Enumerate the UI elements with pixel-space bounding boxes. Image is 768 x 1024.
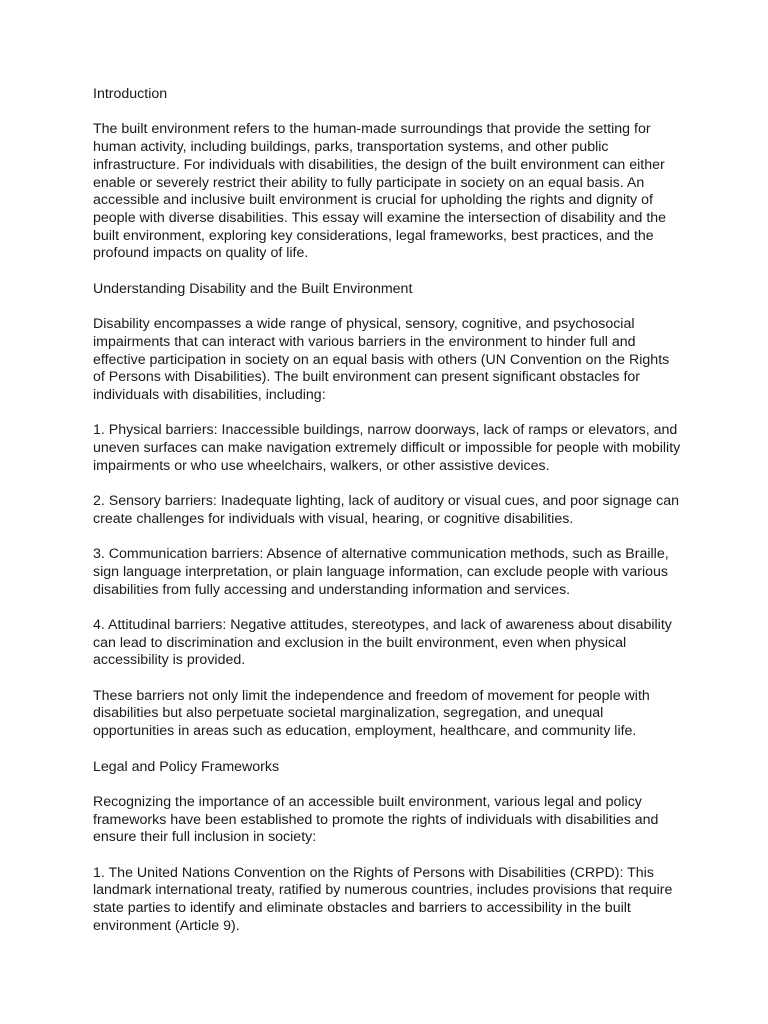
list-item-communication-barriers: 3. Communication barriers: Absence of alternative communication methods, such as Braille, sign language interpretation, or plain language information, can exclude people with various disabilities from fully accessing and understanding information and services. (93, 546, 669, 598)
paragraph-legal-intro: Recognizing the importance of an accessible built environment, various legal and policy frameworks have been established to promote the rights of individuals with disabilities and ensure their full inclusion in society: (93, 793, 659, 846)
list-item-crpd: 1. The United Nations Convention on the Rights of Persons with Disabilities (CRPD): This landmark international treaty, ratified by numerous countries, includes provisions that require state parties to identify and eliminate obstacles and barriers to accessibility in the built environment (Article 9). (93, 864, 673, 934)
paragraph-barrier-impacts: These barriers not only limit the independence and freedom of movement for people with disabilities but also perpetuate societal marginalization, segregation, and unequal opportunities in areas such as education, employment, healthcare, and community life. (93, 687, 650, 740)
section-heading-understanding: Understanding Disability and the Built Environment (93, 280, 413, 297)
paragraph-disability-definition: Disability encompasses a wide range of physical, sensory, cognitive, and psychosocial impairments that can interact with various barriers in the environment to hinder full and effective participation in society on an equal basis with others (UN Convention on the Rights of Persons with Disabilities). The built environment can present significant obstacles for individuals with disabilities, including: (93, 316, 670, 403)
section-heading-legal-frameworks: Legal and Policy Frameworks (93, 758, 280, 775)
document-body (93, 86, 683, 953)
paragraph-introduction: The built environment refers to the human-made surroundings that provide the setting for human activity, including buildings, parks, transportation systems, and other public infrastructure. For individuals with disabilities, the design of the built environment can either enable or severely restrict their ability to fully participate in society on an equal basis. An accessible and inclusive built environment is crucial for upholding the rights and dignity of people with diverse disabilities. This essay will examine the intersection of disability and the built environment, exploring key considerations, legal frameworks, best practices, and the profound impacts on quality of life. (93, 121, 667, 262)
section-heading-introduction: Introduction (93, 86, 168, 102)
list-item-physical-barriers: 1. Physical barriers: Inaccessible buildings, narrow doorways, lack of ramps or elevators, and uneven surfaces can make navigation extremely difficult or impossible for people with mobility impairments or who use wheelchairs, walkers, or other assistive devices. (93, 422, 681, 474)
list-item-sensory-barriers: 2. Sensory barriers: Inadequate lighting, lack of auditory or visual cues, and poor signage can create challenges for individuals with visual, hearing, or cognitive disabilities. (93, 493, 679, 527)
list-item-attitudinal-barriers: 4. Attitudinal barriers: Negative attitudes, stereotypes, and lack of awareness about disability can lead to discrimination and exclusion in the built environment, even when physical accessibility is provided. (93, 616, 672, 669)
